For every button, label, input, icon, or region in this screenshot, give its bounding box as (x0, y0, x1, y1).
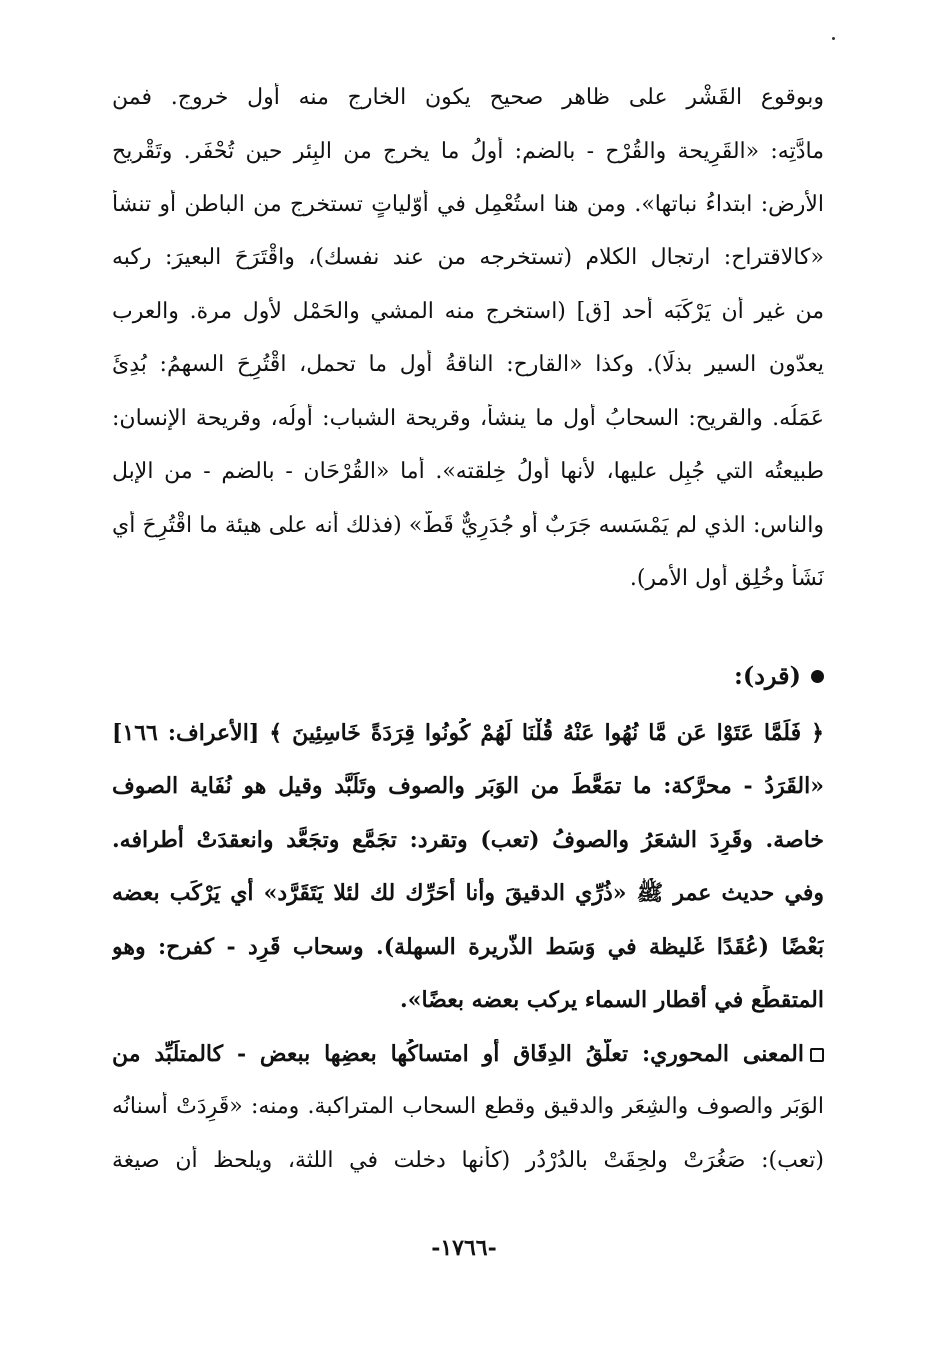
page-number: -١٧٦٦- (431, 1235, 497, 1261)
speck-mark (832, 37, 835, 40)
text-line: والناس: الذي لم يَمْسَسه جَرَبٌ أو جُدَرِيٌّ قَطّ» (فذلك أنه على هيئة ما اقْتُرِحَ أي (112, 513, 824, 538)
heading-label: (قرد): (734, 661, 801, 690)
text-line: بَعْضًا (عُقَدًا غَليظة في وَسَط الذّريرة السهلة). وسحاب قَرِد - كفرح: وهو (112, 934, 824, 960)
square-box-icon (810, 1048, 824, 1062)
text-line: مادَّتِه: «القَرِيحة والقُرْح - بالضم: أولُ ما يخرج من البِئر حين تُحْفَر. وتَقْريح (112, 139, 824, 164)
text-line: طبيعتُه التي جُبِل عليها، لأنها أولُ خِلقته». أما «القُرْحَان - بالضم - من الإبل (112, 459, 824, 484)
text-line: الأرض: ابتداءُ نباتها». ومن هنا استُعْمِل في أوّلياتٍ تستخرج من الباطن أو تنشأ (112, 192, 824, 217)
text-line: عَمَلُه. والقريح: السحابُ أول ما ينشأ، وقريحة الشباب: أولُه، وقريحة الإنسان: (112, 406, 824, 431)
core-meaning-line (112, 1039, 824, 1069)
core-meaning-text: المعنى المحوري: تعلُّقُ الدِقَاق أو امتساكُها بعضِها ببعض - كالمتلَبِّد من (112, 1041, 804, 1067)
text-line: من غير أن يَرْكَبَه أحد [ق] (استخرج منه المشي والحَمْل لأول مرة. والعرب (112, 299, 824, 324)
text-line: (تعب): صَغُرَتْ ولحِقَتْ بالدُرْدُر (كأنها دخلت في اللثة، ويلحظ أن صيغة (112, 1148, 824, 1173)
text-line: وبوقوع القَشْر على ظاهر صحيح يكون الخارج منه أول خروج. فمن (112, 85, 824, 110)
text-line: الوَبَر والصوف والشِعَر والدقيق وقطع السحاب المتراكبة. ومنه: «قَرِدَتْ أسنانُه (112, 1094, 824, 1119)
text-line: نَشَأ وخُلِق أول الأمر). (629, 566, 824, 591)
text-line: خاصة. وقَرِدَ الشعَرُ والصوفُ (تعب) وتقرد: تجَمَّع وتجَعَّد وانعقدَتْ أطرافه. (112, 827, 824, 853)
text-line: «القَرَدُ - محرَّكة: ما تمَعَّطَ من الوَبَر والصوف وتَلَبَّد وقيل هو نُفَاية الصوف (112, 773, 824, 799)
entry-heading (734, 660, 824, 692)
text-line: يعدّون السير بذلًا). وكذا «القارح: الناقةُ أول ما تحمل، اقْتُرِحَ السهمُ: بُدِئَ (112, 352, 824, 377)
bullet-icon (811, 670, 824, 683)
verse-line: ﴿ فَلَمَّا عَتَوْا عَن مَّا نُهُوا عَنْهُ قُلْنَا لَهُمْ كُونُوا قِرَدَةً خَاسِئِينَ ﴾ [الأعراف: ١٦٦] (112, 720, 824, 746)
text-line: «كالاقتراح: ارتجال الكلام (تستخرجه من عند نفسك)، واقْتَرَحَ البعيرَ: ركبه (112, 245, 824, 270)
text-line: وفي حديث عمر ﷺ «ذُرِّي الدقيقَ وأنا أُحَرِّك لك لئلا يَتَقَرَّد» أي يَرْكَب بعضه (112, 880, 824, 906)
text-line: المتقطِّع في أقطار السماء يركب بعضه بعضًا». (400, 987, 824, 1013)
